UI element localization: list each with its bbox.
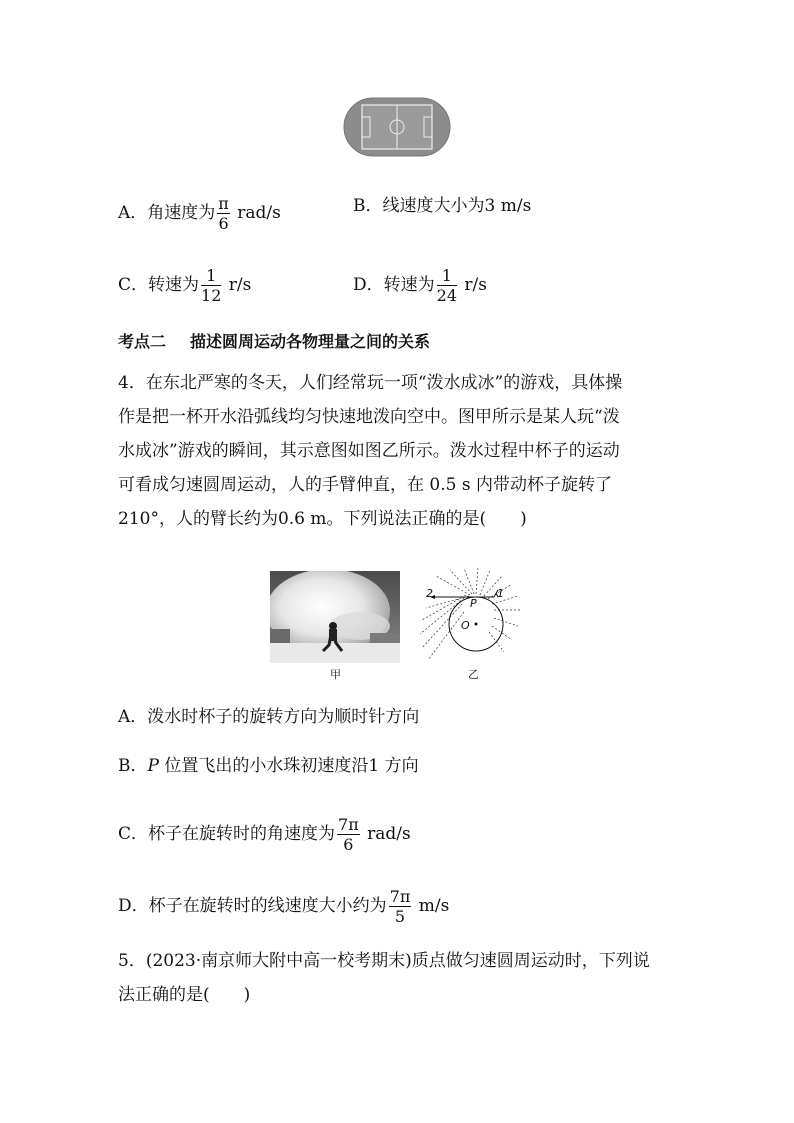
option-text: 杯子在旋转时的线速度大小约为 xyxy=(148,896,387,916)
diagram-label-o: O xyxy=(461,619,470,632)
fraction xyxy=(337,816,360,855)
fraction xyxy=(217,195,230,234)
fraction-denominator: 12 xyxy=(201,286,222,305)
option-letter: A． xyxy=(118,707,148,727)
fraction xyxy=(389,888,412,927)
option-unit: m/s xyxy=(413,896,450,916)
stem-line: 水成冰”游戏的瞬间，其示意图如图乙所示。泼水过程中杯子的运动 xyxy=(118,441,620,461)
fraction-numerator: 1 xyxy=(201,267,221,286)
q4-option-b xyxy=(118,756,419,776)
fraction-numerator: 7π xyxy=(389,887,411,906)
stem-line: 5．(2023·南京师大附中高一校考期末)质点做匀速圆周运动时，下列说 xyxy=(118,951,650,971)
stem-line: 4．在东北严寒的冬天，人们经常玩一项“泼水成冰”的游戏，具体操 xyxy=(118,373,623,393)
fraction-numerator: 7π xyxy=(338,815,359,834)
q3-option-a xyxy=(118,194,281,233)
q3-option-c xyxy=(118,266,251,305)
figure-caption-diagram: 乙 xyxy=(468,668,479,681)
option-letter: C． xyxy=(118,275,149,295)
option-text: 泼水时杯子的旋转方向为顺时针方向 xyxy=(147,707,420,727)
stem-line: 210°，人的臂长约为0.6 m。下列说法正确的是( ) xyxy=(118,509,527,529)
fraction-numerator: 1 xyxy=(437,267,457,286)
fraction-denominator: 6 xyxy=(218,214,229,233)
q4-option-c xyxy=(118,815,411,854)
stem-line: 作是把一杯开水沿弧线均匀快速地泼向空中。图甲所示是某人玩“泼 xyxy=(118,407,620,427)
q3-option-d xyxy=(353,266,487,305)
option-text: 角速度为 xyxy=(147,203,216,223)
q4-option-d xyxy=(118,887,449,926)
fraction xyxy=(437,267,457,306)
diagram-label-1: 1 xyxy=(497,587,504,600)
option-unit: r/s xyxy=(459,275,487,295)
option-letter: C． xyxy=(118,824,149,844)
option-unit: rad/s xyxy=(231,203,281,223)
option-text: 线速度大小为3 m/s xyxy=(382,196,532,216)
fraction xyxy=(201,267,221,306)
option-letter: B． xyxy=(353,196,383,216)
option-text: 位置飞出的小水珠初速度沿1 方向 xyxy=(158,756,419,776)
fraction-denominator: 6 xyxy=(343,835,354,854)
fraction-denominator: 24 xyxy=(436,286,457,305)
diagram-label-p: P xyxy=(470,597,477,610)
section-title: 描述圆周运动各物理量之间的关系 xyxy=(190,332,431,351)
figure-caption-photo: 甲 xyxy=(330,668,341,681)
fraction-numerator: π xyxy=(218,194,229,213)
q5-stem xyxy=(118,944,688,1012)
section-label: 考点二 xyxy=(118,332,167,351)
stem-line: 法正确的是( ) xyxy=(118,985,251,1005)
option-letter: B． xyxy=(118,756,148,776)
circular-motion-diagram xyxy=(414,568,524,668)
option-unit: r/s xyxy=(223,275,252,295)
stem-line: 可看成匀速圆周运动，人的手臂伸直，在 0.5 s 内带动杯子旋转了 xyxy=(118,475,612,495)
stadium-track-icon xyxy=(343,97,451,157)
diagram-label-2: 2 xyxy=(426,587,433,600)
photo-splash-water xyxy=(270,571,400,663)
option-text: 杯子在旋转时的角速度为 xyxy=(148,824,336,844)
option-letter: A． xyxy=(118,203,148,223)
q3-option-b xyxy=(353,196,531,216)
point-label-p: P xyxy=(147,756,159,776)
section-heading xyxy=(118,329,430,352)
fraction-denominator: 5 xyxy=(394,907,406,926)
option-text: 转速为 xyxy=(383,275,435,295)
option-text: 转速为 xyxy=(148,275,200,295)
q4-stem xyxy=(118,366,688,536)
option-letter: D． xyxy=(118,896,149,916)
q4-option-a xyxy=(118,707,419,727)
option-letter: D． xyxy=(353,275,384,295)
option-unit: rad/s xyxy=(361,824,411,844)
